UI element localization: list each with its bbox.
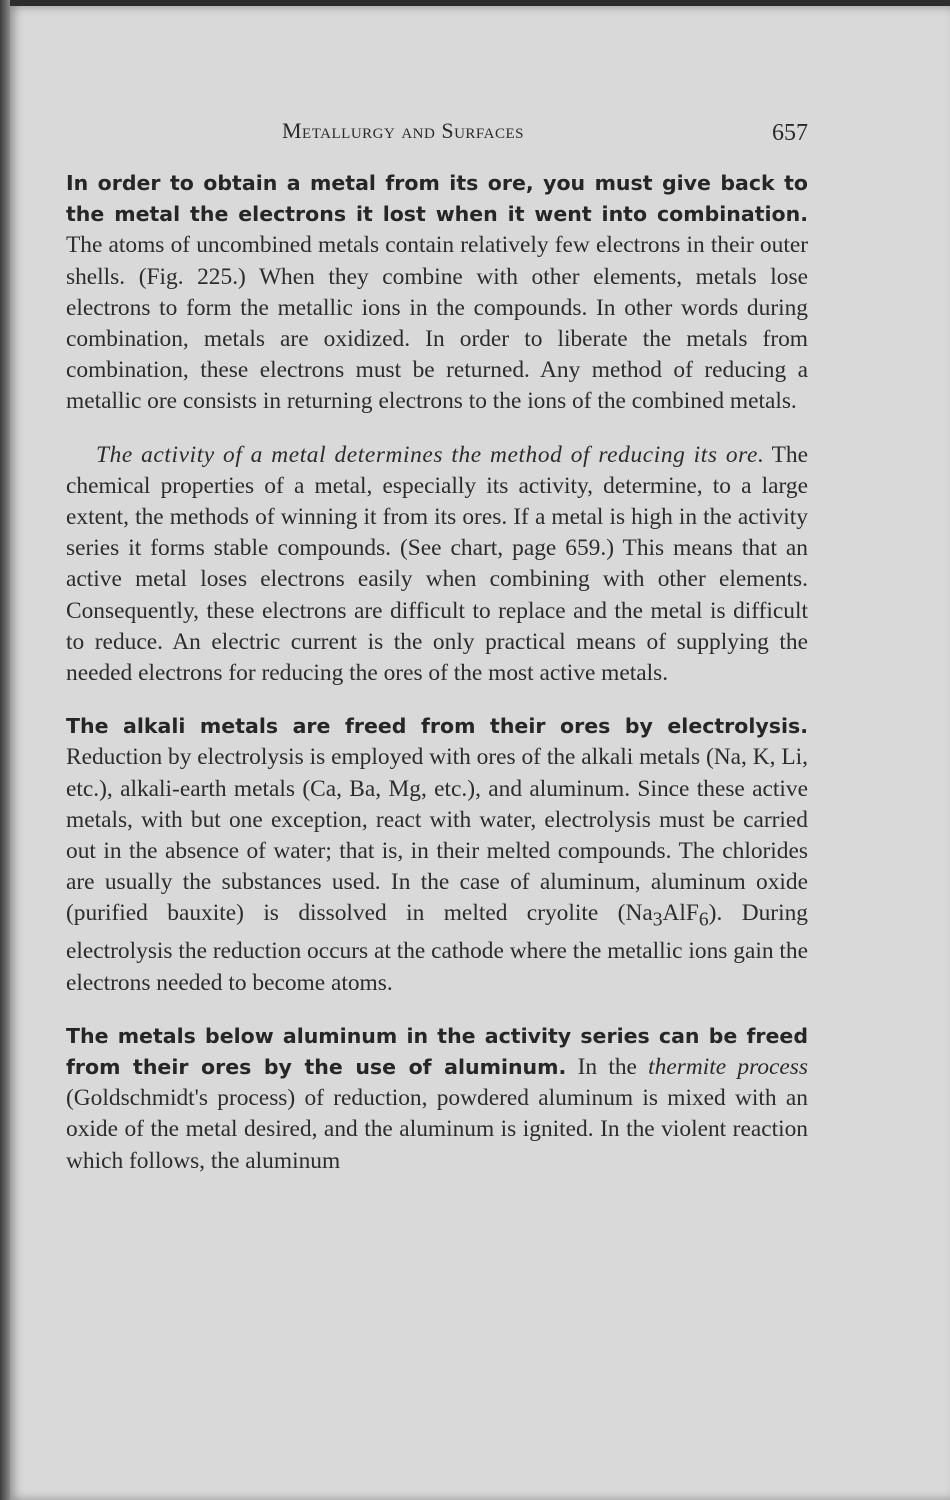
formula-cryolite: $Na_3AlF_6$ [625,900,709,932]
paragraph-thermite [66,1021,808,1177]
paragraph-lead: In order to obtain a metal from its ore, you must give back to the metal the electrons it lost when it went into combination. [66,171,808,227]
paragraph-lead: The activity of a metal determines the method of reducing its ore. [96,441,765,468]
paragraph-activity [66,440,808,690]
paragraph-electrolysis [66,711,808,999]
paragraph-text: Reduction by electrolysis is employed with ores of the alkali metals (Na, K, Li, etc.), alkali-earth metals (Ca, Ba, Mg, etc.), and aluminum. Since these active metals, with but one exception, react with water, electrolysis must be carried out in the absence of water; that is, in their melted compounds. The chlorides are usually the substances used. In the case of aluminum, aluminum oxide (purified bauxite) is dissolved in melted cryolite ( [66,744,808,927]
paragraph-lead: The metals below aluminum in the activity series can be freed from their ores by the use of aluminum. [66,1023,808,1079]
page-number: 657 [772,120,808,146]
thermite-term: thermite process [648,1053,808,1080]
paragraph-text: ). During electrolysis the reduction occurs at the cathode where the metallic ions gain the electrons needed to become atoms. [66,900,808,996]
paragraph-ore-reduction [66,168,808,418]
paragraph-text: The chemical properties of a metal, especially its activity, determine, to a large extent, the methods of winning it from its ores. If a metal is high in the activity series it forms stable compounds. (See chart, page 659.) This means that an active metal loses electrons easily when combining with other elements. Consequently, these electrons are difficult to replace and the metal is difficult to reduce. An electric current is the only practical means of supplying the needed electrons for reducing the ores of the most active metals. [66,441,809,687]
paragraph-text: (Goldschmidt's process) of reduction, powdered aluminum is mixed with an oxide of the metal desired, and the aluminum is ignited. In the violent reaction which follows, the aluminum [66,1085,808,1174]
paragraph-lead: The alkali metals are freed from their ores by electrolysis. [66,714,808,739]
body-text [66,168,808,1199]
book-spine [0,0,10,1500]
running-head: Metallurgy and Surfaces [282,118,524,143]
paragraph-text: The atoms of uncombined metals contain relatively few electrons in their outer shells. (Fig. 225.) When they combine with other elements, metals lose electrons to form the metallic ions in the compounds. In other words during combination, metals are oxidized. In order to liberate the metals from combination, these electrons must be returned. Any method of reducing a metallic ore consists in returning electrons to the ions of the combined metals. [66,232,808,415]
paragraph-text: In the [566,1053,649,1080]
